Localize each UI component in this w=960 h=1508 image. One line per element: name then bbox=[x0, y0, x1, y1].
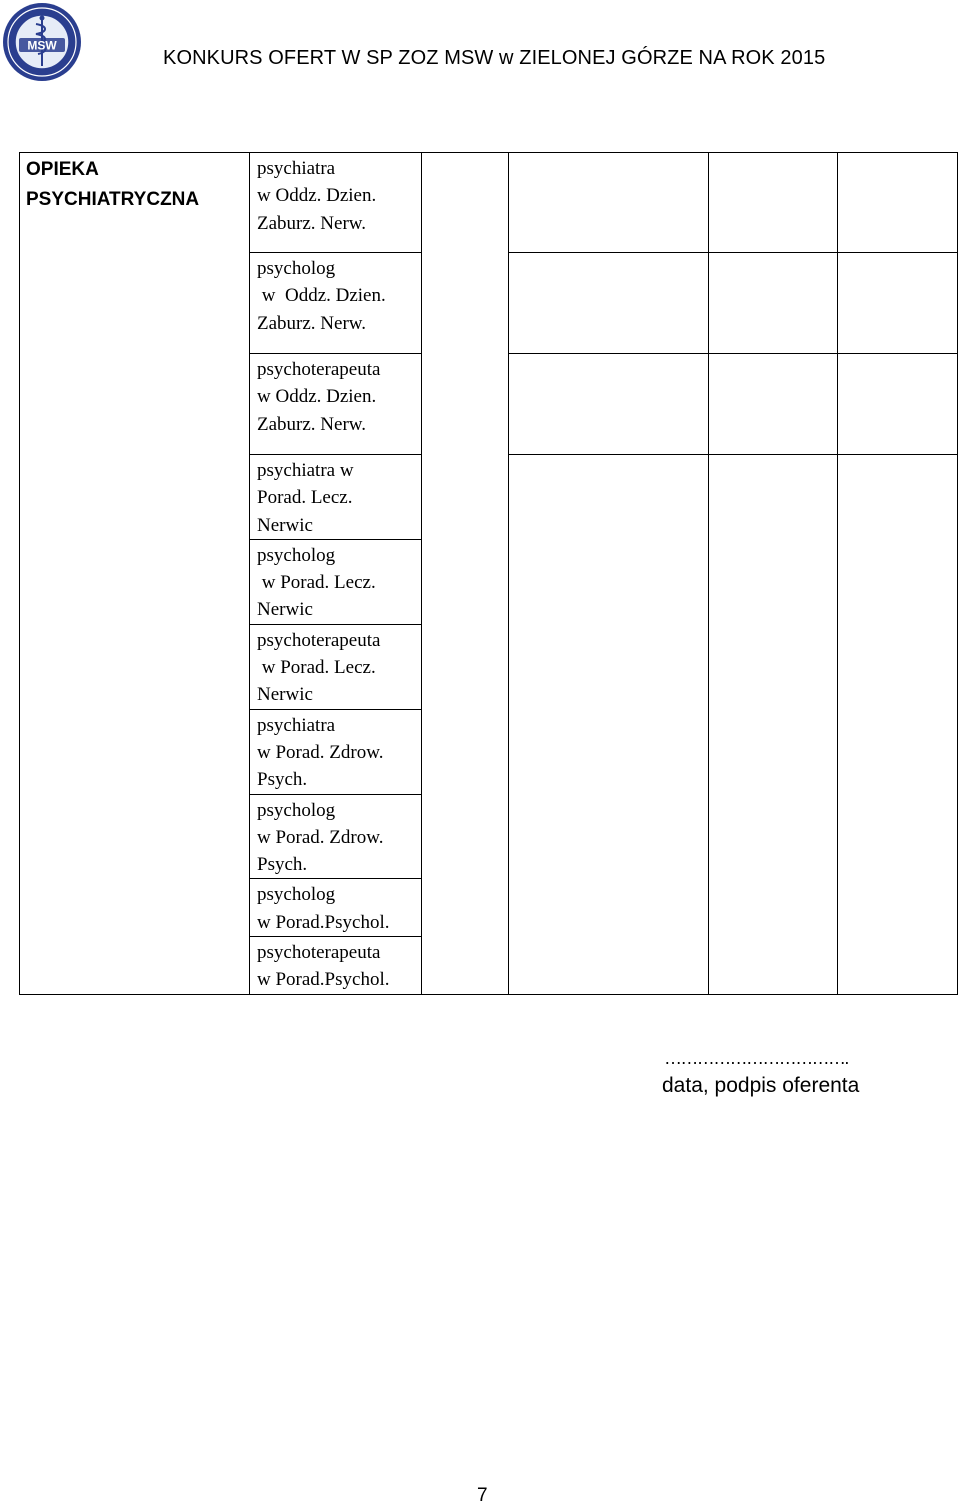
service-line: Zaburz. Nerw. bbox=[257, 413, 367, 435]
offer-table bbox=[19, 152, 958, 995]
category-cell bbox=[20, 153, 250, 995]
service-line: psycholog bbox=[257, 799, 336, 821]
service-line: Zaburz. Nerw. bbox=[257, 212, 367, 234]
service-cell bbox=[250, 624, 422, 709]
service-cell bbox=[250, 709, 422, 794]
service-line: psycholog bbox=[257, 884, 336, 906]
service-line: psychiatra bbox=[257, 158, 336, 179]
service-line: Psych. bbox=[257, 769, 308, 791]
empty-cell[interactable] bbox=[838, 354, 958, 455]
service-cell bbox=[250, 354, 422, 455]
empty-cell[interactable] bbox=[509, 253, 709, 354]
service-line: Porad. Lecz. bbox=[257, 487, 353, 509]
service-line: w Porad. Lecz. bbox=[257, 657, 376, 679]
svg-text:MSW: MSW bbox=[27, 38, 57, 53]
service-line: Psych. bbox=[257, 854, 308, 876]
service-cell bbox=[250, 455, 422, 540]
service-line: psycholog bbox=[257, 258, 336, 279]
category-label-line: PSYCHIATRYCZNA bbox=[26, 189, 200, 210]
service-line: psychoterapeuta bbox=[257, 629, 381, 651]
empty-cell[interactable] bbox=[709, 253, 838, 354]
service-line: w Porad. Zdrow. bbox=[257, 826, 384, 848]
empty-cell[interactable] bbox=[709, 354, 838, 455]
page-number: 7 bbox=[477, 1485, 488, 1506]
service-cell bbox=[250, 937, 422, 995]
service-line: psychoterapeuta bbox=[257, 942, 381, 964]
service-line: w Porad.Psychol. bbox=[257, 911, 390, 933]
signature-line: ……………………………. bbox=[664, 1048, 848, 1068]
service-cell bbox=[250, 153, 422, 253]
empty-cell[interactable] bbox=[709, 153, 838, 253]
empty-cell[interactable] bbox=[838, 253, 958, 354]
empty-cell[interactable] bbox=[509, 354, 709, 455]
category-label-line: OPIEKA bbox=[26, 159, 99, 180]
msw-logo-icon bbox=[2, 2, 82, 82]
service-line: w Oddz. Dzien. bbox=[257, 185, 377, 207]
page-header-title: KONKURS OFERT W SP ZOZ MSW w ZIELONEJ GÓRZE NA ROK 2015 bbox=[163, 47, 826, 69]
service-line: psychiatra bbox=[257, 714, 336, 736]
service-line: Nerwic bbox=[257, 514, 313, 536]
service-line: Zaburz. Nerw. bbox=[257, 312, 367, 334]
service-line: w Porad. Zdrow. bbox=[257, 741, 384, 763]
service-line: w Oddz. Dzien. bbox=[257, 285, 386, 307]
empty-cell[interactable] bbox=[838, 153, 958, 253]
service-line: psycholog bbox=[257, 544, 336, 566]
service-line: w Oddz. Dzien. bbox=[257, 386, 377, 408]
service-line: w Porad. Lecz. bbox=[257, 572, 376, 594]
empty-cell[interactable] bbox=[838, 455, 958, 995]
service-cell bbox=[250, 539, 422, 624]
service-line: psychiatra w bbox=[257, 460, 354, 481]
service-line: psychoterapeuta bbox=[257, 359, 381, 380]
service-line: Nerwic bbox=[257, 599, 313, 621]
service-line: w Porad.Psychol. bbox=[257, 969, 390, 991]
service-cell bbox=[250, 879, 422, 937]
service-cell bbox=[250, 253, 422, 354]
service-line: Nerwic bbox=[257, 684, 313, 706]
table-row bbox=[20, 153, 958, 253]
signature-label: data, podpis oferenta bbox=[662, 1074, 860, 1097]
empty-cell[interactable] bbox=[709, 455, 838, 995]
empty-cell[interactable] bbox=[509, 455, 709, 995]
empty-cell[interactable] bbox=[422, 153, 509, 995]
service-cell bbox=[250, 794, 422, 879]
empty-cell[interactable] bbox=[509, 153, 709, 253]
